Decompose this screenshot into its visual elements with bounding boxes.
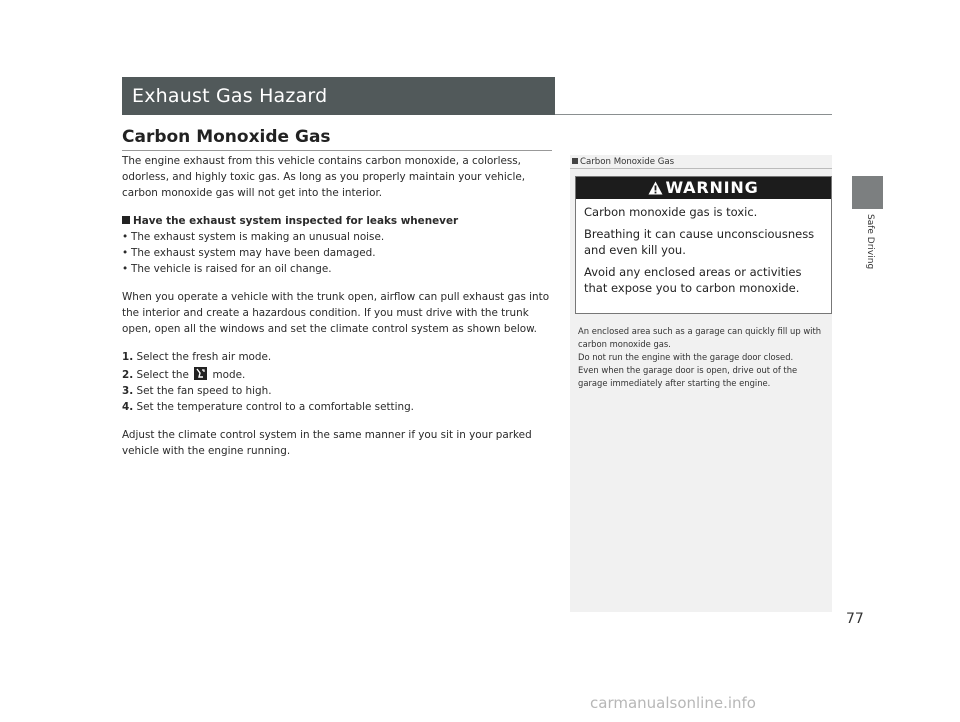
list-item: • The exhaust system is making an unusual noise. [122,231,385,243]
list-item: • The vehicle is raised for an oil change. [122,263,332,275]
step-item: 3. Set the fan speed to high. [122,385,272,397]
bullet-icon: • [122,231,129,243]
sidebar-note: Do not run the engine with the garage door closed. [578,352,794,362]
warning-body [576,199,831,296]
step-item: 4. Set the temperature control to a comfortable setting. [122,401,414,413]
warning-box [575,176,832,314]
sidebar-divider [570,168,832,169]
floor-vent-mode-icon [194,367,207,380]
warning-line: Breathing it can cause unconsciousness and even kill you. [584,227,815,257]
square-bullet-icon [122,216,130,224]
sidebar-note: Even when the garage door is open, drive out of the garage immediately after starting the engine. [578,365,798,388]
warning-line: Avoid any enclosed areas or activities that expose you to carbon monoxide. [584,265,802,295]
warning-header: WARNING [576,177,831,199]
warning-triangle-icon [648,181,663,195]
step-item: 1. Select the fresh air mode. [122,351,272,363]
section-title: Exhaust Gas Hazard [132,85,328,107]
sidebar-notes [578,325,828,390]
chapter-label: Safe Driving [865,214,875,270]
watermark: carmanualsonline.info [590,694,756,712]
closing-paragraph: Adjust the climate control system in the same manner if you sit in your parked vehicle with the engine running. [122,429,532,457]
intro-paragraph: The engine exhaust from this vehicle contains carbon monoxide, a colorless, odorless, and highly toxic gas. As long as you properly maintain your vehicle, carbon monoxide gas will not get into the interior. [122,155,526,199]
step-item: 2. Select the mode. [122,369,246,381]
subhead: Have the exhaust system inspected for leaks whenever [122,213,554,229]
warning-line: Carbon monoxide gas is toxic. [584,205,758,219]
list-item: • The exhaust system may have been damaged. [122,247,376,259]
trunk-paragraph: When you operate a vehicle with the trunk open, airflow can pull exhaust gas into the interior and create a hazardous condition. If you must drive with the trunk open, open all the windows and set the climate control system as shown below. [122,291,550,335]
chapter-tab [852,176,883,209]
sidebar-note: An enclosed area such as a garage can quickly fill up with carbon monoxide gas. [578,326,822,349]
note-marker-icon [572,158,578,164]
page-number: 77 [846,611,864,627]
section-title-bar [122,77,555,115]
heading-divider [122,150,552,151]
bullet-icon: • [122,247,129,259]
page-heading: Carbon Monoxide Gas [122,127,331,147]
sidebar-title: Carbon Monoxide Gas [572,157,674,167]
main-content [122,153,554,459]
bullet-icon: • [122,263,129,275]
section-divider [555,114,832,115]
